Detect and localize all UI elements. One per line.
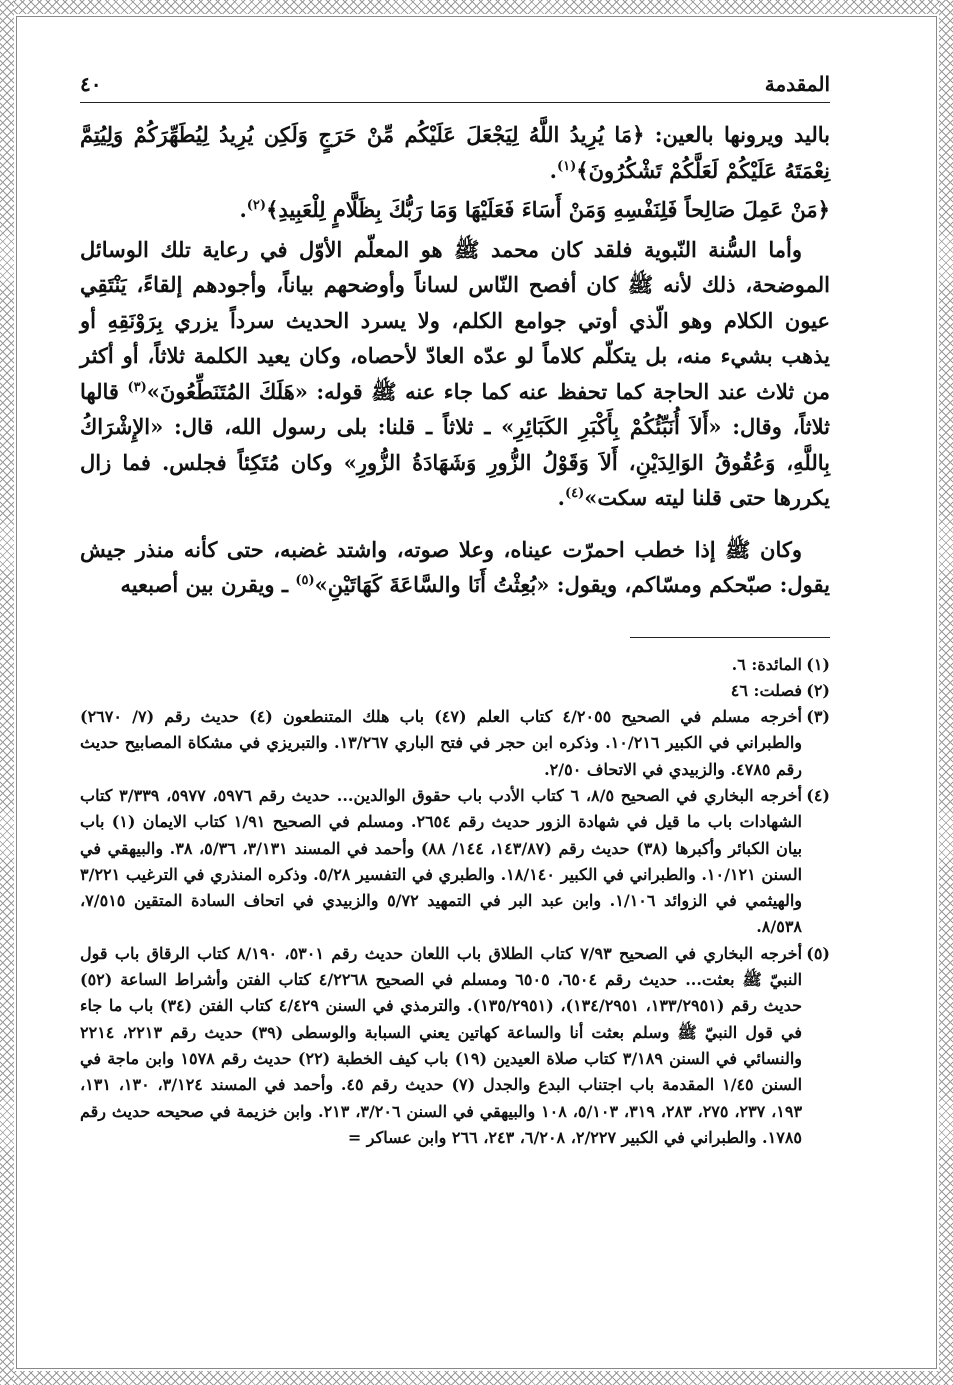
page-number: ٤٠ xyxy=(80,72,102,96)
footnote-number: (٢) xyxy=(806,680,830,700)
paragraph-3-text-a: وأما السُّنة النّبوية فلقد كان محمد ﷺ هو المعلّم الأوّل في رعاية تلك الوسائل الموضحة، ذلك لأنه ﷺ كان أفصح النّاس لساناً وأوضحهم بياناً، وأجودهم إلقاءً، يَنْتَقِي عيون الكلام وهو الّذي أوتي جوامع الكلم، ولا يسرد الحديث سرداً يزري بِرَوْنَقِهِ أو يذهب بشيء منه، بل يتكلّم كلاماً لو عدّه العادّ لأحصاه، وكان يعيد الكلمة ثلاثاً، أو أكثر من ثلاث عند الحاجة كما تحفظ عنه كما جاء عنه ﷺ قوله: «هَلَكَ المُتَنَطِّعُونَ» xyxy=(80,236,830,404)
footnote-3 xyxy=(80,704,830,783)
section-title: المقدمة xyxy=(764,72,830,96)
footnote-ref-4[interactable]: (٤) xyxy=(564,486,585,501)
footnotes xyxy=(80,652,830,1152)
footnote-ref-5[interactable]: (٥) xyxy=(295,573,315,588)
paragraph-1: باليد ويرونها بالعين: ﴿مَا يُرِيدُ اللَّهُ لِيَجْعَلَ عَلَيْكُم مِّنْ حَرَجٍ وَلَكِن يُرِيدُ لِيُطَهِّرَكُمْ وَلِيُتِمَّ نِعْمَتَهُ عَلَيْكُمْ لَعَلَّكُمْ تَشْكُرُونَ﴾$^{(١)}$. xyxy=(80,122,831,183)
footnote-text: أخرجه البخاري في الصحيح ٧/٩٣ كتاب الطلاق باب اللعان حديث رقم ٥٣٠١، ٨/١٩٠ كتاب الرقاق باب قول النبيّ ﷺ بعثت... حديث رقم ٦٥٠٤، ٦٥٠٥ ومسلم في الصحيح ٤/٢٢٦٨ كتاب الفتن وأشراط الساعة (٥٢) حديث رقم (١٣٣/٢٩٥١، ١٣٤/٢٩٥١)، (١٣٥/٢٩٥١). والترمذي في السنن ٤/٤٢٩ كتاب الفتن (٣٤) باب ما جاء في قول النبيّ ﷺ وسلم بعثت أنا والساعة كهاتين يعني السبابة والوسطى (٣٩) حديث رقم ٢٢١٣، ٢٢١٤ والنسائي في السنن ٣/١٨٩ كتاب صلاة العيدين (١٩) باب كيف الخطبة (٢٢) حديث رقم ١٥٧٨ وابن ماجة في السنن ١/٤٥ المقدمة باب اجتناب البدع والجدل (٧) حديث رقم ٤٥. وأحمد في المسند ٣/١٢٤، ١٣٠، ١٣١، ١٩٣، ٢٣٧، ٢٧٥، ٢٨٣، ٣١٩، ٥/١٠٣، ١٠٨ والبيهقي في السنن ٣/٢٠٦، ٢١٣. وابن خزيمة في صحيحه حديث رقم ١٧٨٥. والطبراني في الكبير ٢/٢٢٧، ٦/٢٠٨، ٢٤٣، ٢٦٦ وابن عساكر = xyxy=(80,943,803,1147)
footnote-text: أخرجه مسلم في الصحيح ٤/٢٠٥٥ كتاب العلم (٤٧) باب هلك المتنطعون (٤) حديث رقم (٧/ ٢٦٧٠) والطبراني في الكبير ١٠/٢١٦. وذكره ابن حجر في فتح الباري ١٣/٢٦٧. والتبريزي في مشكاة المصابيح حديث رقم ٤٧٨٥. والزبيدي في الاتحاف ٢/٥٠. xyxy=(80,707,803,779)
footnote-2 xyxy=(80,678,830,704)
paragraph-3: وأما السُّنة النّبوية فلقد كان محمد ﷺ هو المعلّم الأوّل في رعاية تلك الوسائل الموضحة، ذلك لأنه ﷺ كان أفصح النّاس لساناً وأوضحهم بياناً، وأجودهم إلقاءً، يَنْتَقِي عيون الكلام وهو الّذي أوتي جوامع الكلم، ولا يسرد الحديث سرداً يزري بِرَوْنَقِهِ أو يذهب بشيء منه، بل يتكلّم كلاماً لو عدّه العادّ لأحصاه، وكان يعيد الكلمة ثلاثاً، أو أكثر من ثلاث عند الحاجة كما تحفظ عنه كما جاء عنه ﷺ قوله: «هَلَكَ المُتَنَطِّعُونَ»$^{(٣)}$ قالها ثلاثاً، وقال: «أَلاَ أُنَبِّئُكُمْ بِأَكْبَرِ الكَبَائِرِ» ـ ثلاثاً ـ قلنا: بلى رسول الله، قال: «الإِشْرَاكُ بِاللَّهِ، وَعُقُوقُ الوَالِدَيْنِ، أَلاَ وَقَوْلُ الزُّورِ وَشَهَادَةُ الزُّورِ» وكان مُتَكِئاً فجلس. فما زال يكررها حتى قلنا ليته سكت»$^{(٤)}$. xyxy=(80,236,830,510)
footnote-number: (١) xyxy=(806,654,830,674)
footnote-separator xyxy=(630,637,830,638)
footnote-4 xyxy=(80,783,830,941)
paragraph-4-text: وكان ﷺ إذا خطب احمرّت عيناه، وعلا صوته، واشتد غضبه، حتى كأنه منذر جيش يقول: صبّحكم ومسّاكم، ويقول: «بُعِثْتُ أَنَا والسَّاعَةَ كَهَاتَيْنِ» xyxy=(80,536,830,597)
paragraph-4-tail: ـ ويقرن بين أصبعيه xyxy=(120,572,296,597)
quran-verse-2: ﴿مَنْ عَمِلَ صَالِحاً فَلِنَفْسِهِ وَمَنْ أَسَاءَ فَعَلَيْهَا وَمَا رَبُّكَ بِظَلَّامٍ لِلْعَبِيدِ﴾ xyxy=(266,197,830,222)
paragraph-1-intro: باليد ويرونها بالعين: xyxy=(654,122,831,147)
paragraph-4 xyxy=(80,532,830,603)
footnote-text: المائدة: ٦. xyxy=(731,654,802,674)
paragraph-3-text-b: قالها ثلاثاً، وقال: «أَلاَ أُنَبِّئُكُمْ بِأَكْبَرِ الكَبَائِرِ» ـ ثلاثاً ـ قلنا: بلى رسول الله، قال: «الإِشْرَاكُ بِاللَّهِ، وَعُقُوقُ الوَالِدَيْنِ، أَلاَ وَقَوْلُ الزُّورِ وَشَهَادَةُ الزُّورِ» وكان مُتَكِئاً فجلس. فما زال يكررها حتى قلنا ليته سكت» xyxy=(80,378,830,510)
page-border-bottom xyxy=(0,1371,953,1385)
page-border-left xyxy=(0,0,14,1385)
quran-verse-1: ﴿مَا يُرِيدُ اللَّهُ لِيَجْعَلَ عَلَيْكُم مِّنْ حَرَجٍ وَلَكِن يُرِيدُ لِيُطَهِّرَكُمْ وَلِيُتِمَّ نِعْمَتَهُ عَلَيْكُمْ لَعَلَّكُمْ تَشْكُرُونَ﴾ xyxy=(80,122,830,183)
paragraph-2: ﴿مَنْ عَمِلَ صَالِحاً فَلِنَفْسِهِ وَمَنْ أَسَاءَ فَعَلَيْهَا وَمَا رَبُّكَ بِظَلَّامٍ لِلْعَبِيدِ﴾$^{(٢)}$. xyxy=(239,197,830,222)
running-header xyxy=(80,72,830,103)
footnote-5 xyxy=(80,941,830,1151)
footnote-ref-2[interactable]: (٢) xyxy=(246,198,267,213)
footnote-1 xyxy=(80,652,830,678)
book-page xyxy=(80,72,830,1151)
footnote-ref-3[interactable]: (٣) xyxy=(127,379,147,395)
footnote-number: (٥) xyxy=(806,943,830,963)
page-border-right xyxy=(939,0,953,1385)
page-border-top xyxy=(0,0,953,14)
footnote-text: فصلت: ٤٦ xyxy=(730,680,802,700)
footnote-number: (٤) xyxy=(806,785,830,805)
footnote-text: أخرجه البخاري في الصحيح ٨/٥، ٦ كتاب الأدب باب حقوق الوالدين... حديث رقم ٥٩٧٦، ٥٩٧٧، ٣/٣٣٩ كتاب الشهادات باب ما قيل في شهادة الزور حديث رقم ٢٦٥٤. ومسلم في الصحيح ١/٩١ كتاب الايمان (١) باب بيان الكبائر وأكبرها (٣٨) حديث رقم (١٤٣/٨٧، ١٤٤/ ٨٨) وأحمد في المسند ٣/١٣١، ٥/٣٦، ٣٨. والبيهقي في السنن ١٠/١٢١. والطبراني في الكبير ١٨/١٤٠. والطبري في التفسير ٥/٢٨. وذكره المنذري في الترغيب ٣/٢٢١ والهيثمي في الزوائد ١/١٠٦. وابن عبد البر في التمهيد ٥/٧٢ والزبيدي في اتحاف السادة المتقين ٧/٥١٥، ٨/٥٣٨. xyxy=(80,785,803,937)
footnote-ref-1[interactable]: (١) xyxy=(556,158,577,174)
footnote-number: (٣) xyxy=(806,707,830,727)
main-text xyxy=(80,117,830,603)
